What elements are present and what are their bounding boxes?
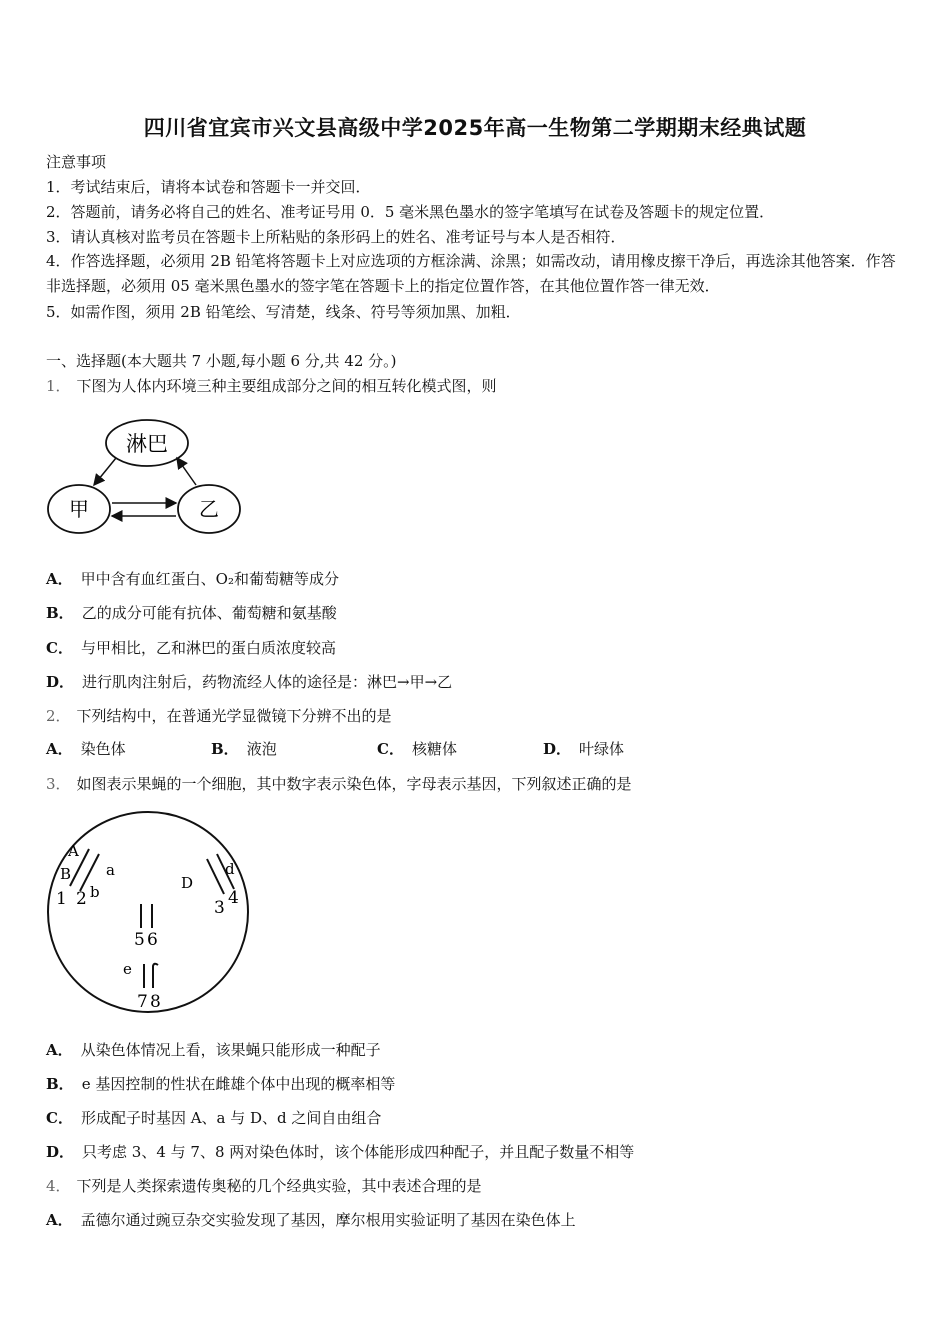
option-text: 乙的成分可能有抗体、葡萄糖和氨基酸 xyxy=(81,604,337,622)
option-label: B． xyxy=(46,604,74,622)
option-text: 核糖体 xyxy=(411,740,457,758)
yi-label: 乙 xyxy=(199,497,219,521)
number-7: 7 xyxy=(137,992,148,1012)
option-label: C． xyxy=(46,1109,73,1127)
question-number: 1． xyxy=(46,377,71,395)
gene-D: D xyxy=(181,874,194,892)
option-row xyxy=(46,1073,395,1094)
number-4: 4 xyxy=(228,888,239,908)
option-label: D． xyxy=(543,740,572,758)
option-text: 形成配子时基因 A、a 与 D、d 之间自由组合 xyxy=(80,1109,382,1127)
option-row xyxy=(46,1141,634,1162)
question-number: 2． xyxy=(46,707,71,725)
question-4-stem xyxy=(46,1175,482,1196)
option-row xyxy=(46,1209,576,1230)
option-label: C． xyxy=(46,639,73,657)
option-text: 与甲相比，乙和淋巴的蛋白质浓度较高 xyxy=(80,639,336,657)
question-text: 下图为人体内环境三种主要组成部分之间的相互转化模式图，则 xyxy=(76,377,497,395)
notice-item: 2．答题前，请务必将自己的姓名、准考证号用 0．5 毫米黑色墨水的签字笔填写在试卷及答题卡的规定位置． xyxy=(46,203,775,221)
notice-heading: 注意事项 xyxy=(46,153,107,171)
option-text: 染色体 xyxy=(80,740,126,758)
fruit-fly-cell-diagram xyxy=(44,808,254,1018)
number-2: 2 xyxy=(76,889,87,909)
option-row xyxy=(46,637,336,658)
section-heading: 一、选择题(本大题共 7 小题,每小题 6 分,共 42 分。) xyxy=(46,352,397,370)
option-label: B． xyxy=(46,1075,74,1093)
number-6: 6 xyxy=(147,930,158,950)
notice-item: 4．作答选择题，必须用 2B 铅笔将答题卡上对应选项的方框涂满、涂黑；如需改动，请用橡皮擦干净后，再选涂其他答案．作答非选择题，必须用 05 毫米黑色墨水的签字笔在答题卡上的指定位置作答，在其他位置作答一律无效． xyxy=(46,252,896,295)
option-label: A． xyxy=(46,570,73,588)
jia-label: 甲 xyxy=(69,497,89,521)
option-label: C． xyxy=(377,740,404,758)
question-1-stem xyxy=(46,375,497,396)
chromosome-8 xyxy=(153,964,158,988)
number-1: 1 xyxy=(56,889,67,909)
option-row xyxy=(543,738,624,759)
question-number: 4． xyxy=(46,1177,71,1195)
option-label: A． xyxy=(46,740,73,758)
option-text: 只考虑 3、4 与 7、8 两对染色体时，该个体能形成四种配子，并且配子数量不相等 xyxy=(82,1143,635,1161)
option-row xyxy=(46,568,339,589)
number-3: 3 xyxy=(214,898,225,918)
option-row xyxy=(46,671,452,692)
option-text: e 基因控制的性状在雌雄个体中出现的概率相等 xyxy=(81,1075,396,1093)
option-text: 液泡 xyxy=(246,740,277,758)
gene-e: e xyxy=(123,960,132,978)
notice-item: 1．考试结束后，请将本试卷和答题卡一并交回． xyxy=(46,178,371,196)
question-text: 如图表示果蝇的一个细胞，其中数字表示染色体，字母表示基因，下列叙述正确的是 xyxy=(76,775,632,793)
lymph-label: 淋巴 xyxy=(126,432,168,456)
question-text: 下列是人类探索遗传奥秘的几个经典实验，其中表述合理的是 xyxy=(76,1177,482,1195)
option-row xyxy=(377,738,457,759)
option-label: D． xyxy=(46,1143,75,1161)
notice-item: 5．如需作图，须用 2B 铅笔绘、写清楚，线条、符号等须加黑、加粗． xyxy=(46,303,521,321)
option-row xyxy=(46,602,337,623)
gene-b: b xyxy=(90,883,100,901)
question-3-stem xyxy=(46,773,632,794)
gene-a: a xyxy=(106,861,115,879)
notice-item: 3．请认真核对监考员在答题卡上所粘贴的条形码上的姓名、准考证号与本人是否相符． xyxy=(46,228,626,246)
question-number: 3． xyxy=(46,775,71,793)
number-8: 8 xyxy=(150,992,161,1012)
question-2-stem xyxy=(46,705,392,726)
option-text: 甲中含有血红蛋白、O₂和葡萄糖等成分 xyxy=(80,570,339,588)
option-row xyxy=(46,1039,381,1060)
option-label: A． xyxy=(46,1211,73,1229)
option-text: 从染色体情况上看，该果蝇只能形成一种配子 xyxy=(80,1041,381,1059)
arrow-lymph-to-jia xyxy=(94,458,116,485)
gene-B: B xyxy=(60,865,72,883)
option-row xyxy=(46,1107,381,1128)
page-title: 四川省宜宾市兴文县高级中学2025年高一生物第二学期期末经典试题 xyxy=(143,116,807,140)
number-5: 5 xyxy=(134,930,145,950)
option-text: 进行肌肉注射后，药物流经人体的途径是：淋巴→甲→乙 xyxy=(82,673,453,691)
option-text: 孟德尔通过豌豆杂交实验发现了基因，摩尔根用实验证明了基因在染色体上 xyxy=(80,1211,576,1229)
option-label: A． xyxy=(46,1041,73,1059)
option-text: 叶绿体 xyxy=(579,740,625,758)
option-label: B． xyxy=(211,740,239,758)
gene-A: A xyxy=(68,842,79,860)
option-label: D． xyxy=(46,673,75,691)
body-fluid-diagram xyxy=(44,412,246,536)
question-text: 下列结构中，在普通光学显微镜下分辨不出的是 xyxy=(76,707,392,725)
gene-d: d xyxy=(225,860,235,878)
arrow-yi-to-lymph xyxy=(177,458,196,485)
option-row xyxy=(211,738,277,759)
option-row xyxy=(46,738,126,759)
